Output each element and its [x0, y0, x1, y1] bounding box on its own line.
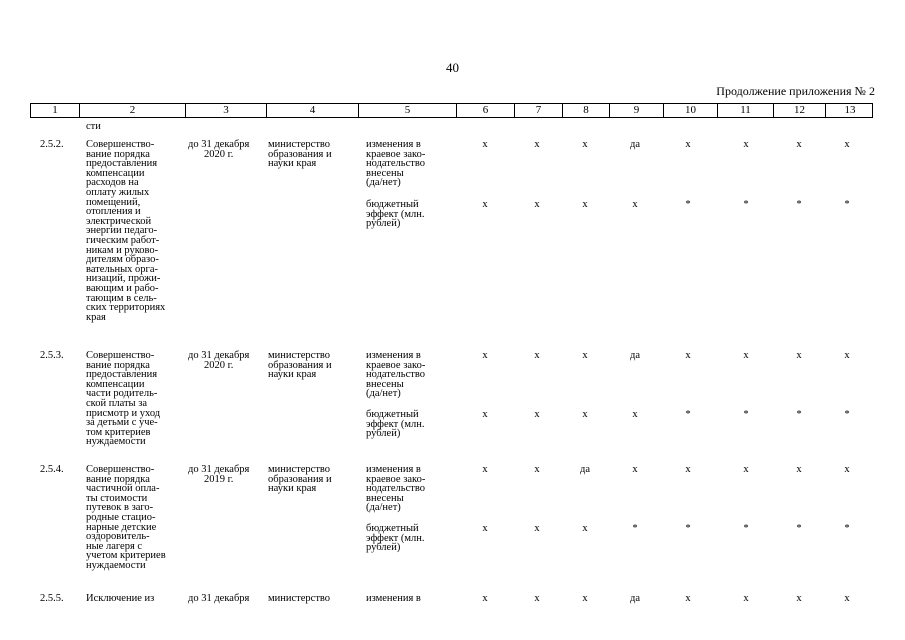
mark-col9: да — [629, 139, 640, 150]
column-header-3: 3 — [185, 104, 266, 117]
indicator-budget: бюджетный эффект (млн. рублей) — [366, 409, 425, 440]
deadline: до 31 декабря — [188, 593, 250, 604]
mark-col11: * — [743, 199, 749, 210]
mark-col13: * — [844, 199, 850, 210]
mark-col13: х — [844, 593, 850, 604]
continuation-caption: Продолжение приложения № 2 — [716, 84, 875, 98]
mark-col13: х — [844, 464, 850, 475]
measure-name: Совершенство- вание порядка предоставления компенсации части родитель- ской платы за присмотр и уход за детьми с уче- том критериев нуждаемости — [86, 350, 161, 448]
mark-col6: х — [482, 139, 488, 150]
mark-col6: х — [482, 350, 488, 361]
mark-col8: х — [582, 523, 588, 534]
mark-col12: * — [796, 199, 802, 210]
deadline: до 31 декабря 2020 г. — [188, 139, 250, 160]
measure-name: Совершенство- вание порядка предоставления компенсации расходов на оплату жилых помещений, отопления и электрической энергии педаго- гическим работ- никам и руково- дителям образо- вательных орга- низаций, прожи- вающим и рабо- тающим в сель- ских территориях края — [86, 139, 166, 323]
executor: министерство образования и науки края — [268, 464, 332, 495]
column-header-2: 2 — [79, 104, 185, 117]
mark-col9: х — [632, 464, 638, 475]
mark-col8: х — [582, 139, 588, 150]
mark-col7: х — [534, 593, 540, 604]
mark-col8: да — [579, 464, 590, 475]
mark-col11: х — [743, 139, 749, 150]
column-header-5: 5 — [358, 104, 456, 117]
indicator-legislation: изменения в краевое зако- нодательство внесены (да/нет) — [366, 350, 426, 400]
mark-col11: * — [743, 523, 749, 534]
deadline: до 31 декабря 2020 г. — [188, 350, 250, 371]
column-header-4: 4 — [266, 104, 358, 117]
mark-col11: * — [743, 409, 749, 420]
mark-col11: х — [743, 464, 749, 475]
indicator-legislation: изменения в краевое зако- нодательство внесены (да/нет) — [366, 139, 426, 189]
mark-col6: х — [482, 523, 488, 534]
column-header-9: 9 — [609, 104, 663, 117]
mark-col12: х — [796, 350, 802, 361]
row-code: 2.5.4. — [40, 464, 64, 475]
mark-col10: х — [685, 139, 691, 150]
mark-col9: * — [632, 523, 638, 534]
mark-col12: х — [796, 464, 802, 475]
mark-col10: х — [685, 350, 691, 361]
mark-col12: * — [796, 409, 802, 420]
mark-col10: * — [685, 199, 691, 210]
mark-col8: х — [582, 199, 588, 210]
mark-col13: х — [844, 350, 850, 361]
executor: министерство образования и науки края — [268, 350, 332, 381]
measure-name: Исключение из — [86, 593, 155, 604]
column-header-8: 8 — [562, 104, 609, 117]
mark-col9: х — [632, 409, 638, 420]
mark-col6: х — [482, 199, 488, 210]
mark-col10: х — [685, 593, 691, 604]
mark-col10: * — [685, 409, 691, 420]
mark-col9: х — [632, 199, 638, 210]
column-header-11: 11 — [717, 104, 773, 117]
indicator-legislation: изменения в краевое зако- нодательство внесены (да/нет) — [366, 464, 426, 514]
row-code: 2.5.3. — [40, 350, 64, 361]
carryover-text: сти — [86, 121, 101, 132]
column-header-7: 7 — [514, 104, 562, 117]
mark-col10: * — [685, 523, 691, 534]
mark-col11: х — [743, 593, 749, 604]
column-header-10: 10 — [663, 104, 717, 117]
measure-name: Совершенство- вание порядка частичной опла- ты стоимости путевок в заго- родные стацио- нарные детские оздоровитель- ные лагеря с учетом критериев нуждаемости — [86, 464, 166, 571]
mark-col12: х — [796, 593, 802, 604]
row-code: 2.5.2. — [40, 139, 64, 150]
mark-col7: х — [534, 464, 540, 475]
executor: министерство образования и науки края — [268, 139, 332, 170]
column-header-6: 6 — [456, 104, 514, 117]
mark-col13: * — [844, 409, 850, 420]
mark-col8: х — [582, 593, 588, 604]
column-header-13: 13 — [825, 104, 874, 117]
mark-col7: х — [534, 409, 540, 420]
column-header-1: 1 — [52, 104, 58, 116]
column-header-12: 12 — [773, 104, 825, 117]
column-header-row — [30, 103, 873, 118]
mark-col9: да — [629, 593, 640, 604]
mark-col12: х — [796, 139, 802, 150]
mark-col13: х — [844, 139, 850, 150]
mark-col6: х — [482, 593, 488, 604]
page-number: 40 — [446, 60, 459, 75]
mark-col10: х — [685, 464, 691, 475]
mark-col7: х — [534, 523, 540, 534]
indicator-legislation: изменения в — [366, 593, 421, 604]
mark-col7: х — [534, 139, 540, 150]
indicator-budget: бюджетный эффект (млн. рублей) — [366, 199, 425, 230]
mark-col13: * — [844, 523, 850, 534]
deadline: до 31 декабря 2019 г. — [188, 464, 250, 485]
executor: министерство — [268, 593, 331, 604]
mark-col11: х — [743, 350, 749, 361]
mark-col8: х — [582, 409, 588, 420]
mark-col6: х — [482, 464, 488, 475]
mark-col8: х — [582, 350, 588, 361]
indicator-budget: бюджетный эффект (млн. рублей) — [366, 523, 425, 554]
mark-col7: х — [534, 199, 540, 210]
row-code: 2.5.5. — [40, 593, 64, 604]
mark-col12: * — [796, 523, 802, 534]
mark-col7: х — [534, 350, 540, 361]
mark-col6: х — [482, 409, 488, 420]
mark-col9: да — [629, 350, 640, 361]
